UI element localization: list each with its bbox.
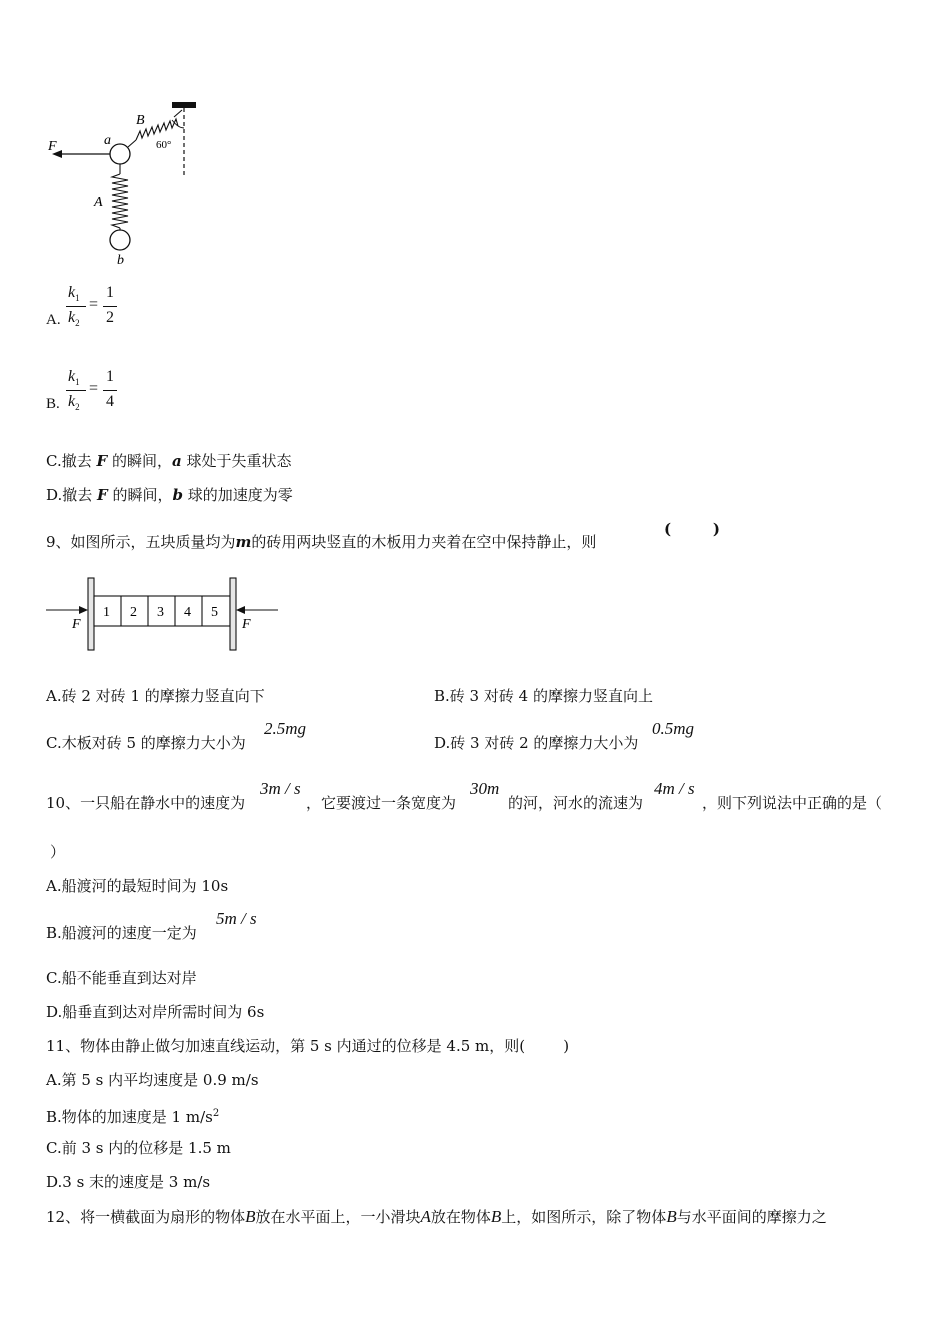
brick-F-right: F: [242, 617, 251, 632]
q9-stem: 9、如图所示，五块质量均为m的砖用两块竖直的木板用力夹着在空中保持静止，则: [46, 533, 597, 551]
brick-F-left: F: [72, 617, 81, 632]
q10-optD: D.船垂直到达对岸所需时间为 6s: [46, 1003, 265, 1021]
label-angle: 60°: [156, 139, 172, 151]
label-B: B: [136, 113, 145, 128]
spring-ball-figure: [44, 98, 214, 270]
q9-optD-math: 0.5mg: [652, 719, 695, 738]
q12-stem: 12、将一横截面为扇形的物体B放在水平面上，一小滑块A放在物体B上，如图所示，除了物体B与水平面间的摩擦力之: [46, 1207, 827, 1226]
q9-optD: D.砖 3 对砖 2 的摩擦力大小为: [434, 734, 639, 752]
q10-optA: A.船渡河的最短时间为 10s: [46, 877, 229, 895]
q9-optB: B.砖 3 对砖 4 的摩擦力竖直向上: [434, 687, 653, 705]
brick-2: 2: [130, 605, 137, 620]
q10-stem-3: 的河，河水的流速为: [508, 794, 644, 812]
q10-stem-1: 10、一只船在静水中的速度为: [46, 794, 246, 812]
label-a: a: [104, 133, 111, 148]
q8-optB-fraction: $k_1$ $k_2$ = 1 4: [66, 368, 126, 418]
q11-optB: B.物体的加速度是 1 $m/s^2$: [46, 1108, 220, 1126]
brick-1: 1: [103, 605, 110, 620]
q11-optD: D.3 s 末的速度是 3 m/s: [46, 1173, 211, 1191]
q9-optC-math: 2.5mg: [264, 719, 307, 738]
q10-stem-2: ，它要渡过一条宽度为: [306, 794, 457, 812]
q9-optA: A.砖 2 对砖 1 的摩擦力竖直向下: [46, 687, 265, 705]
q10-close: ）: [50, 843, 66, 861]
label-F: F: [48, 139, 57, 154]
q11-stem: 11、物体由静止做匀加速直线运动，第 5 s 内通过的位移是 4.5 m，则( ): [46, 1037, 570, 1055]
q8-optA-fraction: $k_1$ $k_2$ = 1 2: [66, 284, 126, 334]
q8-optC: C.撤去 F 的瞬间，a 球处于失重状态: [46, 452, 292, 470]
q10-optC: C.船不能垂直到达对岸: [46, 969, 197, 987]
q8-optA-letter: A.: [46, 312, 61, 328]
q10-optB-math: 5m / s: [216, 909, 257, 928]
brick-3: 3: [157, 605, 164, 620]
q10-optB: B.船渡河的速度一定为: [46, 924, 197, 942]
q9-paren: ( ): [664, 520, 720, 538]
label-A: A: [94, 195, 103, 210]
label-b: b: [117, 253, 124, 268]
q8-optB-letter: B.: [46, 396, 60, 412]
q11-optC: C.前 3 s 内的位移是 1.5 m: [46, 1139, 231, 1157]
q9-optC: C.木板对砖 5 的摩擦力大小为: [46, 734, 246, 752]
brick-4: 4: [184, 605, 191, 620]
q11-optA: A.第 5 s 内平均速度是 0.9 m/s: [46, 1071, 259, 1089]
q10-stem-4: ，则下列说法中正确的是（: [702, 794, 883, 812]
q8-optD: D.撤去 F 的瞬间，b 球的加速度为零: [46, 486, 293, 504]
q10-width: 30m: [470, 779, 500, 798]
brick-5: 5: [211, 605, 218, 620]
q10-v2: 4m / s: [654, 779, 695, 798]
q10-v1: 3m / s: [260, 779, 301, 798]
bricks-figure: [44, 574, 284, 654]
